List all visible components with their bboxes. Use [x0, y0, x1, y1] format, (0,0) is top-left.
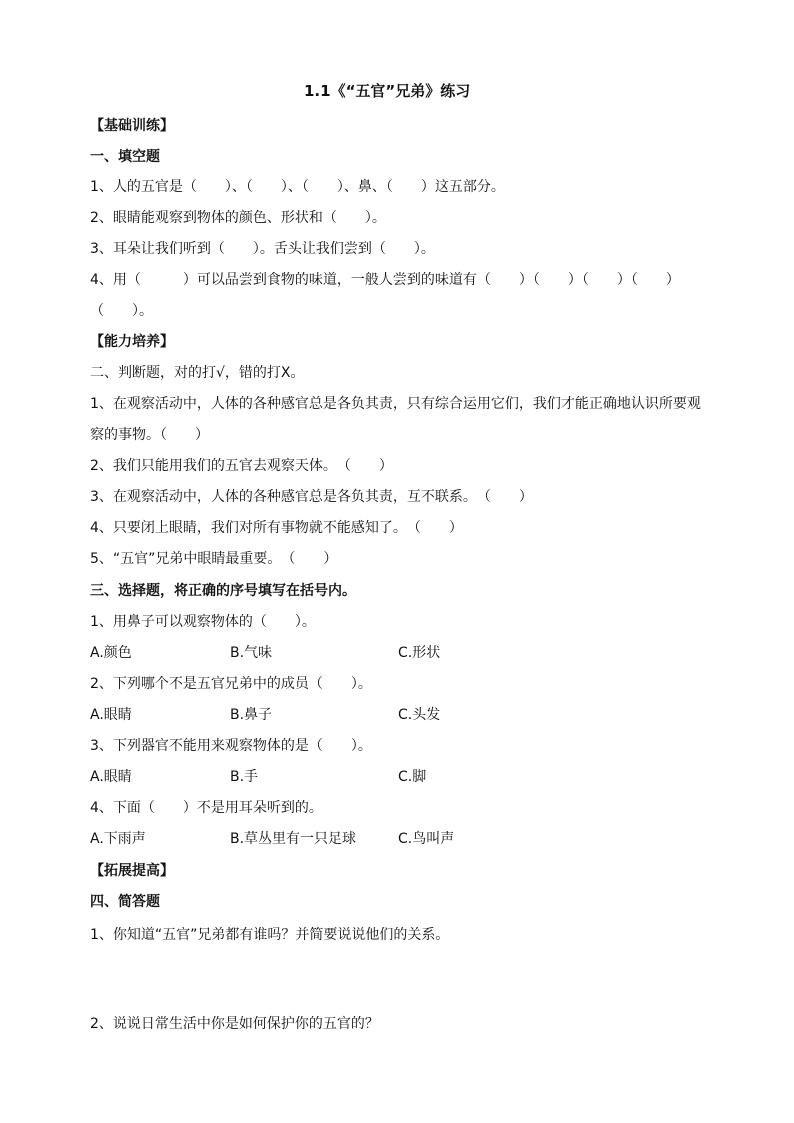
true-false-q3: 3、在观察活动中，人体的各种感官总是各负其责，互不联系。 （ ） [90, 489, 533, 505]
fill-blank-q4-line2: （ ）。 [90, 303, 153, 319]
choice-q4-option-a: A.下雨声 [90, 831, 146, 847]
fill-blank-q1: 1、人的五官是（ ）、（ ）、（ ）、鼻、（ ）这五部分。 [90, 179, 505, 195]
short-answer-q1: 1、你知道“五官”兄弟都有谁吗？并简要说说他们的关系。 [90, 927, 450, 943]
choice-q2-option-b: B.鼻子 [230, 707, 273, 723]
section-extension: 【拓展提高】 [90, 863, 174, 879]
choice-q3-option-c: C.脚 [398, 769, 427, 785]
choice-q2-option-c: C.头发 [398, 707, 441, 723]
choice-q4-option-c: C.鸟叫声 [398, 831, 455, 847]
choice-q3-option-a: A.眼睛 [90, 769, 132, 785]
choice-q3-stem: 3、下列器官不能用来观察物体的是（ ）。 [90, 738, 372, 754]
fill-blank-q3: 3、耳朵让我们听到（ ）。舌头让我们尝到（ ）。 [90, 241, 435, 257]
choice-q2-option-a: A.眼睛 [90, 707, 132, 723]
fill-blank-q4-line1: 4、用（ ）可以品尝到食物的味道，一般人尝到的味道有（ ）（ ）（ ）（ ） [90, 272, 680, 288]
page-title: 1.1《“五官”兄弟》练习 [304, 82, 471, 100]
choice-q1-option-b: B.气味 [230, 645, 273, 661]
true-false-q1-line2: 察的事物。（ ） [90, 427, 209, 443]
choice-q3-option-b: B.手 [230, 769, 259, 785]
true-false-q4: 4、只要闭上眼睛，我们对所有事物就不能感知了。 （ ） [90, 520, 463, 536]
multiple-choice-heading: 三、选择题，将正确的序号填写在括号内。 [90, 583, 356, 599]
fill-blank-q2: 2、眼睛能观察到物体的颜色、形状和（ ）。 [90, 210, 386, 226]
short-answer-heading: 四、简答题 [90, 894, 160, 910]
section-basic-training: 【基础训练】 [90, 118, 174, 134]
true-false-heading: 二、判断题，对的打√，错的打Ⅹ。 [90, 365, 305, 381]
true-false-q2: 2、我们只能用我们的五官去观察天体。 （ ） [90, 458, 393, 474]
true-false-q1-line1: 1、在观察活动中，人体的各种感官总是各负其责，只有综合运用它们，我们才能正确地认识所要观 [90, 396, 701, 412]
choice-q4-stem: 4、下面（ ）不是用耳朵听到的。 [90, 800, 323, 816]
short-answer-q2: 2、说说日常生活中你是如何保护你的五官的？ [90, 1016, 379, 1032]
fill-blank-heading: 一、填空题 [90, 149, 160, 165]
section-ability-training: 【能力培养】 [90, 334, 174, 350]
choice-q4-option-b: B.草丛里有一只足球 [230, 831, 357, 847]
choice-q1-option-c: C.形状 [398, 645, 441, 661]
true-false-q5: 5、“五官”兄弟中眼睛最重要。 （ ） [90, 551, 338, 567]
choice-q1-stem: 1、用鼻子可以观察物体的（ ）。 [90, 614, 316, 630]
choice-q1-option-a: A.颜色 [90, 645, 132, 661]
choice-q2-stem: 2、下列哪个不是五官兄弟中的成员（ ）。 [90, 676, 372, 692]
